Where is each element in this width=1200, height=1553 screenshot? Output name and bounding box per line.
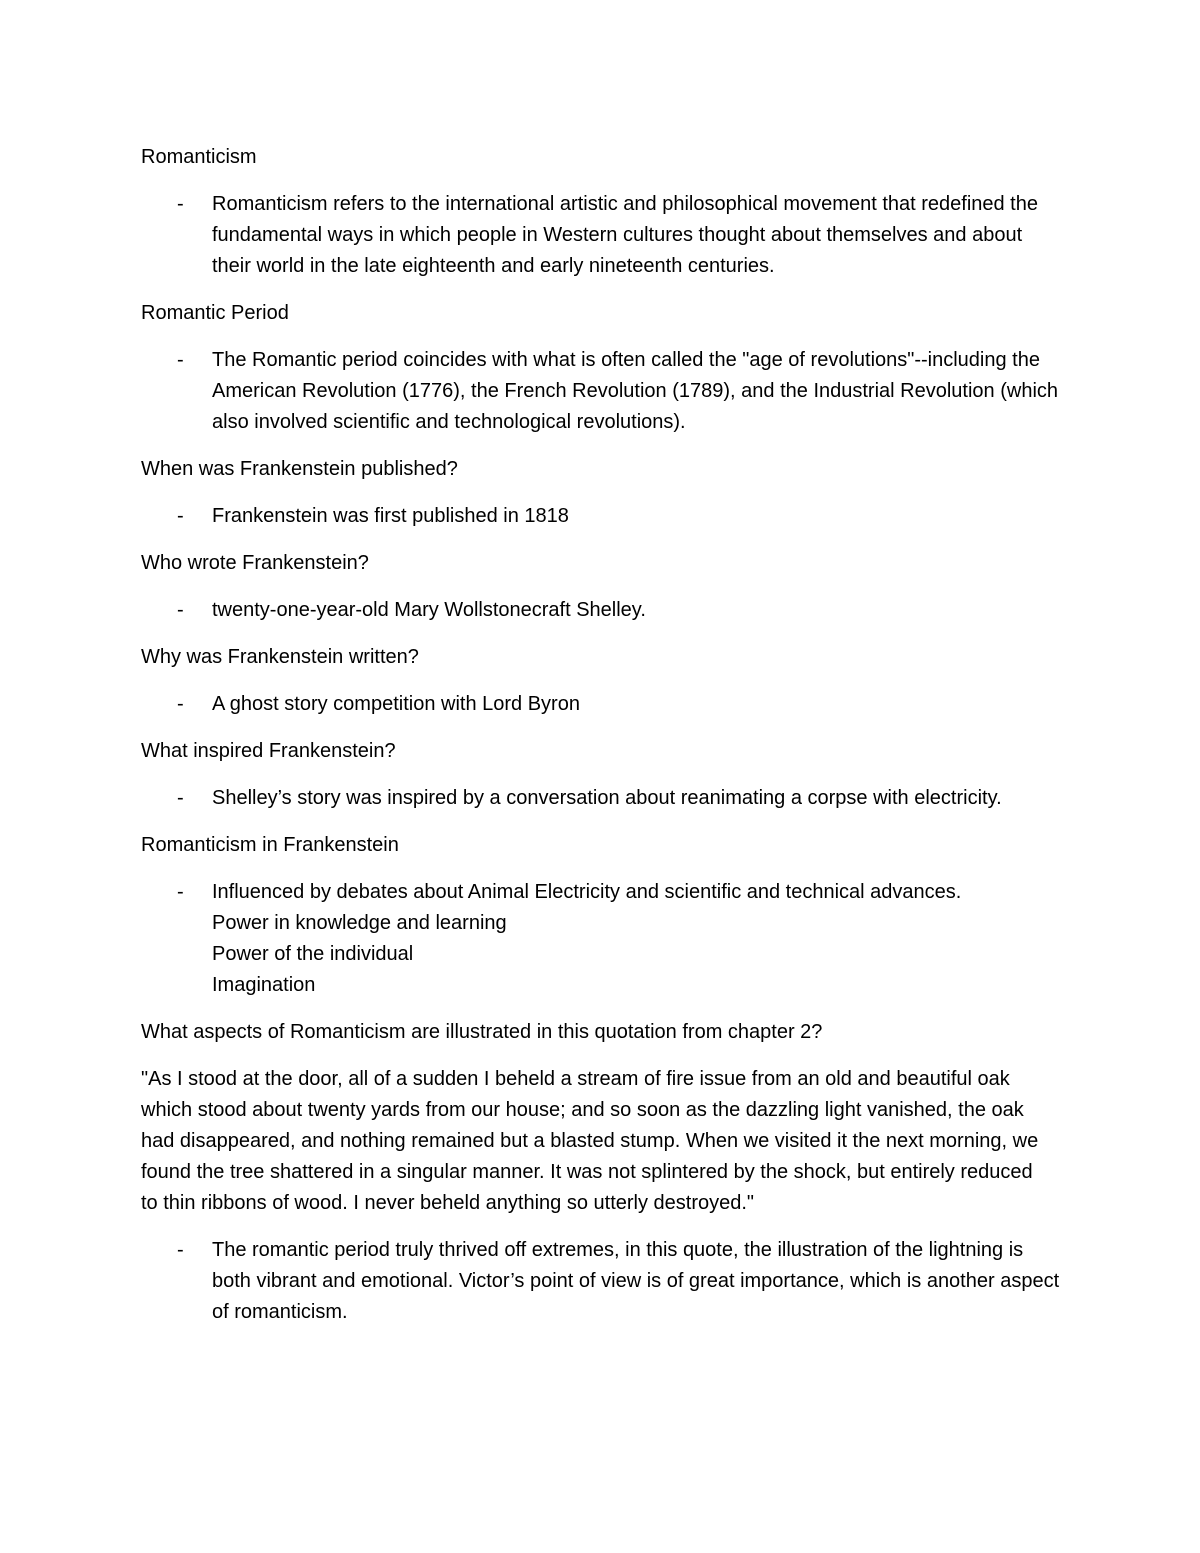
bullet-line: Imagination	[212, 974, 316, 996]
section-heading: Romanticism in Frankenstein	[141, 834, 399, 856]
bullet-item	[141, 783, 1061, 814]
bullet-item	[141, 689, 1061, 720]
section-heading: When was Frankenstein published?	[141, 458, 458, 480]
section-heading: Romanticism	[141, 146, 257, 168]
bullet-text: The Romantic period coincides with what is often called the "age of revolutions"--including the American Revolution (1776), the French Revolution (1789), and the Industrial Revolution (which also involved scientific and technological revolutions).	[212, 349, 1059, 433]
bullet-item	[141, 595, 1061, 626]
bullet-item	[141, 1235, 1061, 1328]
bullet-item	[141, 189, 1061, 282]
section-heading: Why was Frankenstein written?	[141, 646, 419, 668]
document-body	[141, 142, 1061, 1344]
bullet-marker: -	[177, 1239, 184, 1261]
bullet-text: Shelley’s story was inspired by a conversation about reanimating a corpse with electricity.	[212, 787, 1002, 809]
bullet-marker: -	[177, 505, 184, 527]
bullet-text: Romanticism refers to the international artistic and philosophical movement that redefined the fundamental ways in which people in Western cultures thought about themselves and about their world in the late eighteenth and early nineteenth centuries.	[212, 193, 1038, 277]
section-heading: Who wrote Frankenstein?	[141, 552, 369, 574]
bullet-item	[141, 501, 1061, 532]
bullet-marker: -	[177, 693, 184, 715]
bullet-marker: -	[177, 599, 184, 621]
bullet-line: Influenced by debates about Animal Electricity and scientific and technical advances.	[212, 881, 962, 903]
bullet-marker: -	[177, 193, 184, 215]
bullet-text: twenty-one-year-old Mary Wollstonecraft Shelley.	[212, 599, 646, 621]
bullet-marker: -	[177, 787, 184, 809]
section-heading: What aspects of Romanticism are illustrated in this quotation from chapter 2?	[141, 1021, 823, 1043]
quotation-paragraph: "As I stood at the door, all of a sudden I beheld a stream of fire issue from an old and beautiful oak which stood about twenty yards from our house; and so soon as the dazzling light vanished, the oak had disappeared, and nothing remained but a blasted stump. When we visited it the next morning, we found the tree shattered in a singular manner. It was not splintered by the shock, but entirely reduced to thin ribbons of wood. I never beheld anything so utterly destroyed."	[141, 1068, 1039, 1214]
bullet-marker: -	[177, 881, 184, 903]
bullet-text: A ghost story competition with Lord Byron	[212, 693, 580, 715]
section-heading: What inspired Frankenstein?	[141, 740, 396, 762]
bullet-text: Frankenstein was first published in 1818	[212, 505, 569, 527]
bullet-marker: -	[177, 349, 184, 371]
bullet-item	[141, 877, 1061, 1001]
bullet-line: Power in knowledge and learning	[212, 912, 507, 934]
bullet-line: Power of the individual	[212, 943, 414, 965]
bullet-text: The romantic period truly thrived off extremes, in this quote, the illustration of the lightning is both vibrant and emotional. Victor’s point of view is of great importance, which is another aspect of romanticism.	[212, 1239, 1060, 1323]
bullet-item	[141, 345, 1061, 438]
section-heading: Romantic Period	[141, 302, 289, 324]
